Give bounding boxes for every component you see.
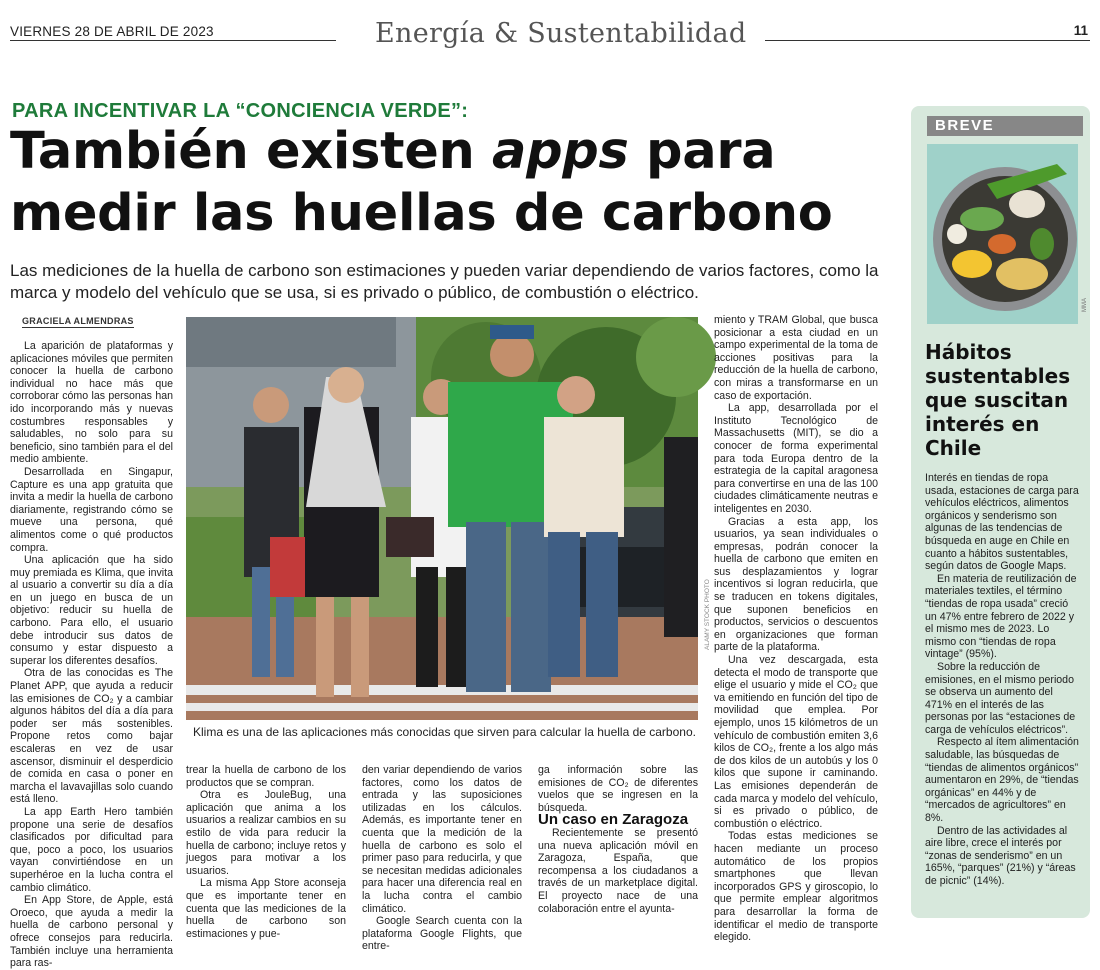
breve-label: BREVE — [927, 116, 1083, 136]
street-crossing-photo — [186, 317, 698, 720]
article-column-1 — [10, 340, 173, 970]
sidebar-paragraph: En materia de reutilización de materiales textiles, el término “tiendas de ropa usada” creció un 47% entre febrero de 2022 y el mismo mes de 2023. Lo mismo con “tiendas de ropa vintage” (95%). — [925, 572, 1077, 661]
sidebar-paragraph: Dentro de las actividades al aire libre, crece el interés por “zonas de senderismo” en un 165%, “parques” (21%) y “áreas de picnic” (14%). — [925, 824, 1076, 887]
paragraph: La app, desarrollada por el Instituto Tecnológico de Massachusetts (MIT), se dio a conocer de forma experimental para toda Europa dentro de la estrategia de la capital aragonesa para convertirse en una de las 100 ciudades climáticamente neutras e inteligentes en 2030. — [714, 402, 878, 515]
header-rule-left — [10, 40, 336, 41]
bowl-illustration — [927, 144, 1078, 324]
paragraph: miento y TRAM Global, que busca posicionar a esta ciudad en un campo experimental de la toma de acciones positivas para la reducción de la huella de carbono, con miras a transformarse en un caso de exportación. — [714, 314, 878, 402]
article-deck: Las mediciones de la huella de carbono son estimaciones y pueden variar dependiendo de varios factores, como la marca y modelo del vehículo que se usa, si es privado o público, de combustión o eléctrico. — [10, 261, 879, 302]
paragraph: Google Search cuenta con la plataforma Google Flights, que entre- — [362, 915, 522, 953]
paragraph: La misma App Store aconseja que es importante tener en cuenta que las mediciones de la huella de carbono son estimaciones y pue- — [186, 877, 346, 940]
headline-part-2: para medir las huellas de carbono — [10, 122, 833, 243]
sidebar-paragraph: Sobre la reducción de emisiones, en el mismo periodo se observa un aumento del 471% en el interés de las personas por las “estaciones de carga de vehículos eléctricos”. — [925, 660, 1076, 736]
photo-illustration — [186, 317, 698, 720]
sidebar-paragraph: Respecto al ítem alimentación saludable, las búsquedas de “tiendas de alimentos orgánicos” aumentaron en 29%, de “tiendas orgánicas” en 44% y de “mercados de agricultores” en 8%. — [925, 736, 1079, 825]
issue-date: VIERNES 28 DE ABRIL DE 2023 — [10, 24, 214, 39]
paragraph: Gracias a esta app, los usuarios, ya sean individuales o empresas, podrán conocer la huella de carbono que emiten en sus desplazamientos y lograr incentivos si logran reducirla, que se traducen en tokens digitales, que suponen beneficios en productos, servicios o descuentos en organizaciones que forman parte de la plataforma. — [714, 515, 878, 654]
article-column-2 — [186, 764, 346, 940]
paragraph: Desarrollada en Singapur, Capture es una app gratuita que invita a medir la huella de carbono diariamente, registrando cómo se mueve una persona, qué alimentos come o qué productos compra. — [10, 465, 173, 554]
paragraph: Otra de las conocidas es The Planet APP, que ayuda a reducir las emisiones de CO₂ y a cambiar algunos hábitos del día a día para poder ser más sostenibles. Propone retos como bajar escaleras en vez de usar ascensor, disminuir el desperdicio de comida en casa o poner en marcha el lavavajillas solo cuando está lleno. — [10, 667, 173, 806]
paragraph: Todas estas mediciones se hacen mediante un proceso automático de los propios smartphones que llevan incorporados GPS y giroscopio, lo que permite emplear algoritmos para desarrollar la forma de identificar el medio de transporte elegido. — [714, 830, 878, 944]
paragraph: den variar dependiendo de varios factores, como los datos de entrada y las suposiciones utilizadas en los cálculos. Además, es importante tener en cuenta que la medición de la huella de carbono es solo el primer paso para reducirla, y que se necesitan medidas adicionales para hacer una diferencia real en la lucha contra el cambio climático. — [362, 764, 522, 915]
sidebar-paragraph: Interés en tiendas de ropa usada, estaciones de carga para vehículos eléctricos, alimentos orgánicos y senderismo son algunas de las tendencias de búsqueda en auge en Chile en cuanto a hábitos sustentables, según datos de Google Maps. — [925, 472, 1079, 573]
headline-part-1: También existen — [10, 122, 492, 181]
headline-italic-word: apps — [491, 122, 629, 181]
byline: GRACIELA ALMENDRAS — [22, 316, 134, 326]
article-headline — [10, 121, 890, 245]
food-waste-bowl-photo — [927, 144, 1078, 324]
sidebar-title: Hábitos sustentables que suscitan interés en Chile — [925, 340, 1071, 460]
paragraph: trear la huella de carbono de los productos que se compran. — [186, 764, 346, 789]
subhead-zaragoza: Un caso en Zaragoza — [538, 811, 689, 829]
photo-caption: Klima es una de las aplicaciones más conocidas que sirven para calcular la huella de carbono. — [193, 725, 696, 739]
article-column-3 — [362, 764, 522, 953]
paragraph: Recientemente se presentó una nueva aplicación móvil en Zaragoza, España, que recompensa a los ciudadanos a través de un marketplace digital. El proyecto nace de una colaboración entre el ayunta- — [538, 826, 698, 915]
header-rule-right — [765, 40, 1090, 41]
paragraph: ga información sobre las emisiones de CO₂ de diferentes vuelos que se ingresen en la búsqueda. — [538, 764, 698, 814]
article-column-5 — [714, 314, 878, 944]
sidebar-body — [925, 472, 1079, 888]
photo-credit: ALAMY STOCK PHOTO — [704, 579, 711, 650]
paragraph: Una vez descargada, esta detecta el modo de transporte que elige el usuario y mide el CO₂ que va emitiendo en función del tipo de movilidad que emplea. Por ejemplo, unos 15 kilómetros de un vehículo de combustión emiten 3,6 kilos de CO₂, frente a los algo más de dos kilos de un autobús y los 0 kilos que supone ir caminando. Las emisiones dependerán de cada marca y modelo del vehículo, si es privado o público, de combustión o eléctrico. — [714, 654, 878, 830]
article-kicker: PARA INCENTIVAR LA “CONCIENCIA VERDE”: — [12, 100, 469, 122]
paragraph: Una aplicación que ha sido muy premiada es Klima, que invita al usuario a convertir su día a día en un juego en busca de un objetivo: reducir su huella de carbono. Para ello, el usuario debe introducir sus datos de consumo y estar dispuesto a superar los diferentes desafíos. — [10, 554, 173, 667]
paragraph: La aparición de plataformas y aplicaciones móviles que permiten conocer la huella de carbono individual no hace más que corroborar cómo las personas han ido incorporando más y nuevas costumbres responsables y saludables, no solo para su beneficio, sino también para el del medio ambiente. — [10, 340, 173, 466]
page-number: 11 — [1073, 23, 1088, 38]
paragraph: En App Store, de Apple, está Oroeco, que ayuda a medir la huella de carbono personal y ofrece consejos para reducirla. También incluye una herramienta para ras- — [10, 894, 173, 970]
paragraph: La app Earth Hero también propone una serie de desafíos clasificados por dificultad para que, poco a poco, los usuarios vayan convirtiéndose en un superhéroe en la lucha contra el cambio climático. — [10, 805, 173, 894]
article-column-4 — [538, 764, 698, 924]
sidebar-image-credit: MMA — [1082, 298, 1088, 312]
section-title: Energía & Sustentabilidad — [375, 18, 747, 49]
paragraph: Otra es JouleBug, una aplicación que anima a los usuarios a realizar cambios en su estilo de vida para reducir la huella de carbono; incluye retos y juegos para motivar a los usuarios. — [186, 789, 346, 877]
